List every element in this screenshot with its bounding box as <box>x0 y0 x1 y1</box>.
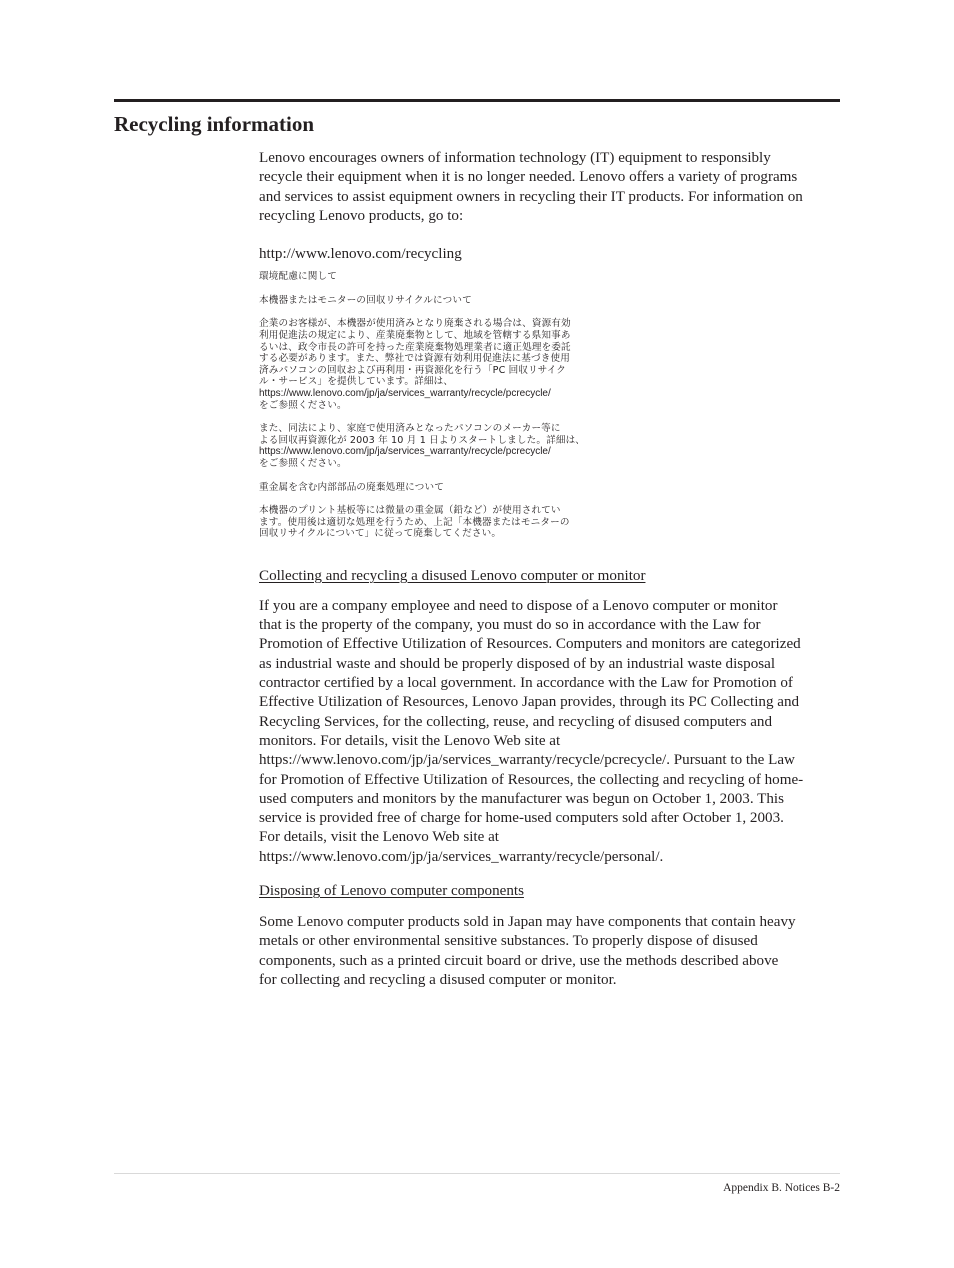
body-column <box>259 149 843 990</box>
jp-home-paragraph <box>259 423 631 469</box>
intro-line: recycle their equipment when it is no longer needed. Lenovo offers a variety of programs <box>259 169 798 186</box>
jp-line: する必要があります。また、弊社では資源有効利用促進法に基づき使用 <box>259 353 571 365</box>
collecting-line: service is provided free of charge for home-used computers sold after October 1, 2003. <box>259 810 784 827</box>
intro-line: recycling Lenovo products, go to: <box>259 207 464 224</box>
collecting-line: Promotion of Effective Utilization of Resources. Computers and monitors are categorized <box>259 636 801 653</box>
collecting-paragraph <box>259 597 843 867</box>
intro-line: Lenovo encourages owners of information technology (IT) equipment to responsibly <box>259 150 771 166</box>
jp-line: をご参照ください。 <box>259 399 347 411</box>
collecting-line: Recycling Services, for the collecting, reuse, and recycling of disused computers and <box>259 713 773 730</box>
footer-rule <box>114 1173 840 1174</box>
jp-line: よる回収再資源化が 2003 年 10 月 1 日よりスタートしました。詳細は、 <box>259 434 586 446</box>
jp-recycle-url[interactable]: https://www.lenovo.com/jp/ja/services_warranty/recycle/pcrecycle/ <box>259 387 551 399</box>
jp-line: 本機器のプリント基板等には微量の重金属（鉛など）が使用されてい <box>259 505 561 517</box>
top-rule <box>114 99 840 102</box>
intro-paragraph <box>259 149 843 226</box>
collecting-line: https://www.lenovo.com/jp/ja/services_warranty/recycle/personal/. <box>259 848 664 865</box>
jp-line: ます。使用後は適切な処理を行うため、上記「本機器またはモニターの <box>259 516 570 528</box>
disposing-paragraph <box>259 913 843 990</box>
jp-recycle-heading: 本機器またはモニターの回収リサイクルについて <box>259 294 472 306</box>
jp-metals-paragraph <box>259 505 631 540</box>
collecting-subheading: Collecting and recycling a disused Lenovo computer or monitor <box>259 567 646 584</box>
jp-home-url[interactable]: https://www.lenovo.com/jp/ja/services_warranty/recycle/pcrecycle/ <box>259 446 551 458</box>
collecting-line: used computers and monitors by the manufacturer was begun on October 1, 2003. This <box>259 790 784 807</box>
jp-line: 企業のお客様が、本機器が使用済みとなり廃棄される場合は、資源有効 <box>259 318 571 330</box>
collecting-line: contractor certified by a local government. In accordance with the Law for Promotion of <box>259 675 793 692</box>
jp-line: また、同法により、家庭で使用済みとなったパソコンのメーカー等に <box>259 423 561 435</box>
jp-title: 環境配慮に関して <box>259 271 337 283</box>
jp-line: るいは、政令市長の許可を持った産業廃棄物処理業者に適正処理を委託 <box>259 341 571 353</box>
jp-line: 回収リサイクルについて」に従って廃棄してください。 <box>259 528 502 540</box>
disposing-line: Some Lenovo computer products sold in Japan may have components that contain heavy <box>259 914 796 931</box>
jp-line: ル・サービス」を提供しています。詳細は、 <box>259 376 454 388</box>
collecting-line: For details, visit the Lenovo Web site at <box>259 829 499 846</box>
page-footer: Appendix B. Notices B-2 <box>723 1182 840 1194</box>
disposing-subheading: Disposing of Lenovo computer components <box>259 883 524 900</box>
japanese-notice <box>259 271 631 540</box>
collecting-line: If you are a company employee and need to dispose of a Lenovo computer or monitor <box>259 597 778 614</box>
jp-line: 済みパソコンの回収および再利用・再資源化を行う「PC 回収リサイク <box>259 364 567 376</box>
collecting-line: Effective Utilization of Resources, Lenovo Japan provides, through its PC Collecting and <box>259 694 800 711</box>
jp-metals-heading: 重金属を含む内部部品の廃棄処理について <box>259 481 444 493</box>
recycling-url[interactable]: http://www.lenovo.com/recycling <box>259 246 462 263</box>
jp-line: 利用促進法の規定により、産業廃棄物として、地域を管轄する県知事あ <box>259 329 571 341</box>
disposing-line: metals or other environmental sensitive substances. To properly dispose of disused <box>259 933 758 950</box>
section-title: Recycling information <box>114 112 315 136</box>
jp-line: をご参照ください。 <box>259 457 347 469</box>
intro-line: and services to assist equipment owners in recycling their IT products. For information on <box>259 188 803 205</box>
disposing-line: for collecting and recycling a disused computer or monitor. <box>259 971 617 988</box>
jp-recycle-paragraph <box>259 318 631 411</box>
collecting-line: for Promotion of Effective Utilization of Resources, the collecting and recycling of home- <box>259 771 804 788</box>
collecting-line: that is the property of the company, you must do so in accordance with the Law for <box>259 617 761 634</box>
collecting-line: monitors. For details, visit the Lenovo Web site at <box>259 732 561 749</box>
collecting-line: https://www.lenovo.com/jp/ja/services_warranty/recycle/pcrecycle/. Pursuant to the Law <box>259 752 795 769</box>
disposing-line: components, such as a printed circuit board or drive, use the methods described above <box>259 952 779 969</box>
collecting-line: as industrial waste and should be properly disposed of by an industrial waste disposal <box>259 655 776 672</box>
